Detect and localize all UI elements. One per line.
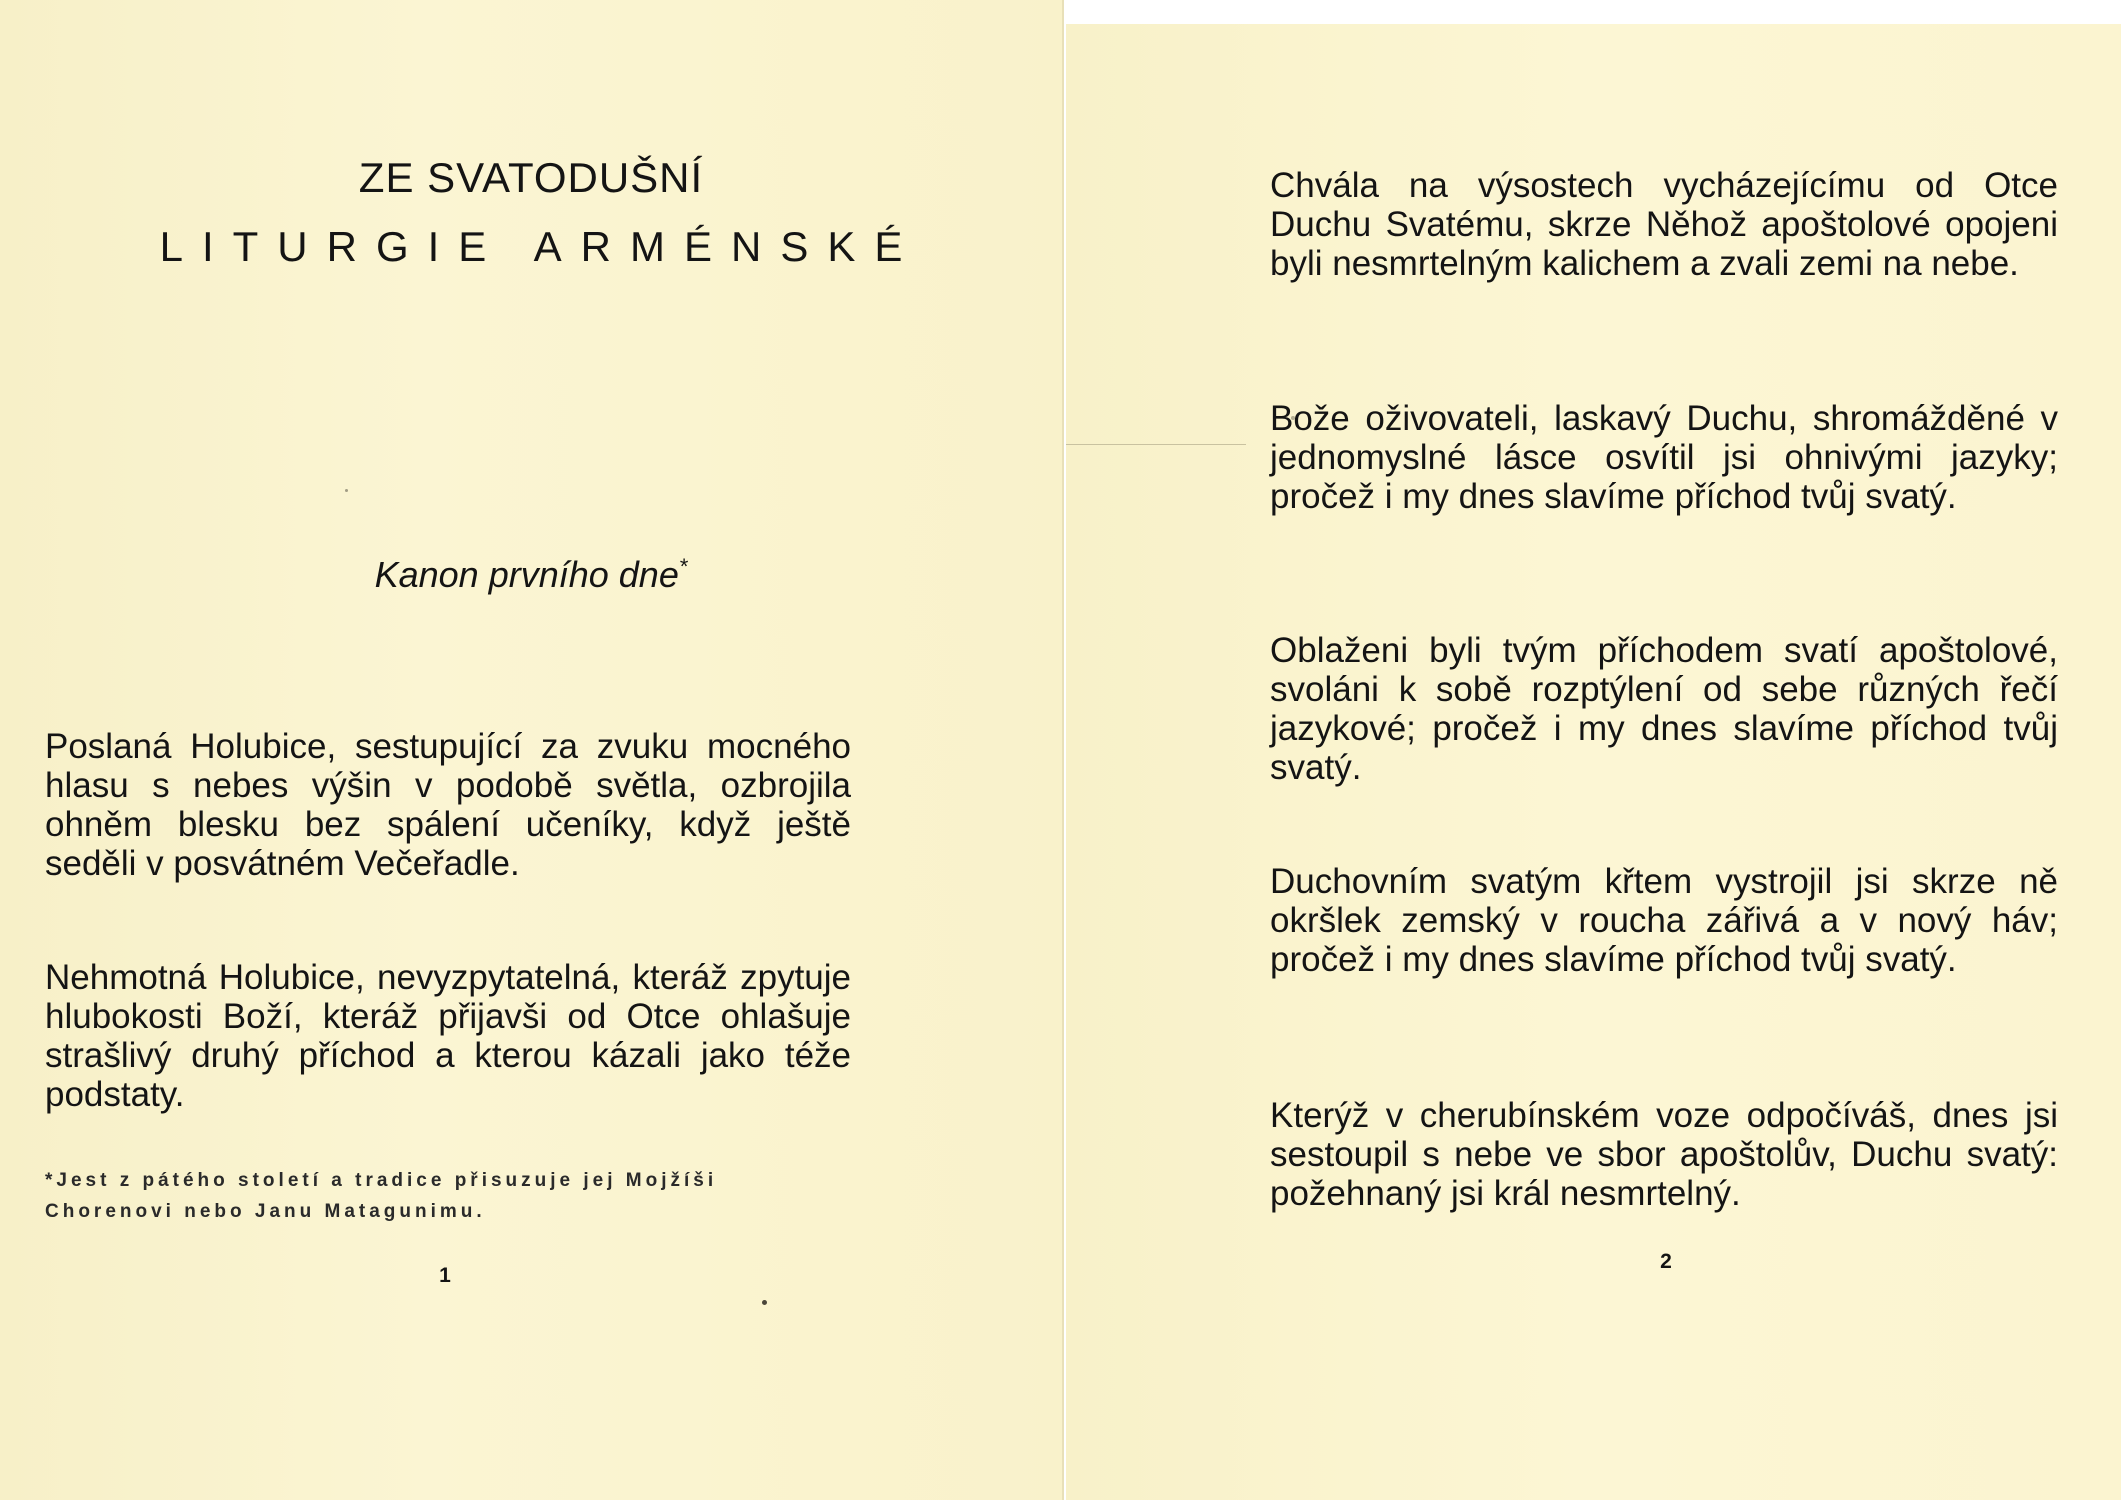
right-paragraph-2: Bože oživovateli, laskavý Duchu, shromážděné v jednomyslné lásce osvítil jsi ohnivými jazyky; pročež i my dnes slavíme příchod tvůj svatý. xyxy=(1270,399,2058,516)
subtitle xyxy=(0,545,1062,597)
right-paragraph-1: Chvála na výsostech vycházejícímu od Otce Duchu Svatému, skrze Něhož apoštolové opojeni byli nesmrtelným kalichem a zvali zemi na nebe. xyxy=(1270,166,2058,283)
paper-speck xyxy=(1291,416,1295,420)
title-line-2: LITURGIE ARMÉNSKÉ xyxy=(159,223,922,270)
right-paragraph-5: Kterýž v cherubínském voze odpočíváš, dnes jsi sestoupil s nebe ve sbor apoštolův, Duchu svatý: požehnaný jsi král nesmrtelný. xyxy=(1270,1096,2058,1213)
subtitle-footnote-mark: * xyxy=(678,554,688,579)
left-paragraph-1: Poslaná Holubice, sestupující za zvuku mocného hlasu s nebes výšin v podobě světla, ozbrojila ohněm blesku bez spálení učeníky, když ještě seděli v posvátném Večeřadle. xyxy=(45,727,851,883)
paper-speck xyxy=(345,489,348,492)
paper-speck xyxy=(762,1300,767,1305)
right-paragraph-4: Duchovním svatým křtem vystrojil jsi skrze ně okršlek zemský v roucha zářivá a v nový háv; pročež i my dnes slavíme příchod tvůj svatý. xyxy=(1270,862,2058,979)
page-number-right: 2 xyxy=(1660,1250,1672,1273)
right-page xyxy=(1066,24,2121,1500)
footnote: *Jest z pátého století a tradice přisuzuje jej Mojžíši Chorenovi nebo Janu Matagunimu. xyxy=(45,1170,718,1222)
right-paragraph-3: Oblaženi byli tvým příchodem svatí apoštolové, svoláni k sobě rozptýlení od sebe různých řečí jazykové; pročež i my dnes slavíme příchod tvůj svatý. xyxy=(1270,631,2058,787)
left-paragraph-2: Nehmotná Holubice, nevyzpytatelná, kteráž zpytuje hlubokosti Boží, kteráž přijavši od Otce ohlašuje strašlivý druhý příchod a kterou kázali jako téže podstaty. xyxy=(45,958,851,1114)
title-line-1: ZE SVATODUŠNÍ xyxy=(358,154,704,201)
faint-ink-line xyxy=(1066,444,1246,445)
subtitle-text: Kanon prvního dne xyxy=(374,554,679,595)
page-number-left: 1 xyxy=(439,1264,451,1287)
